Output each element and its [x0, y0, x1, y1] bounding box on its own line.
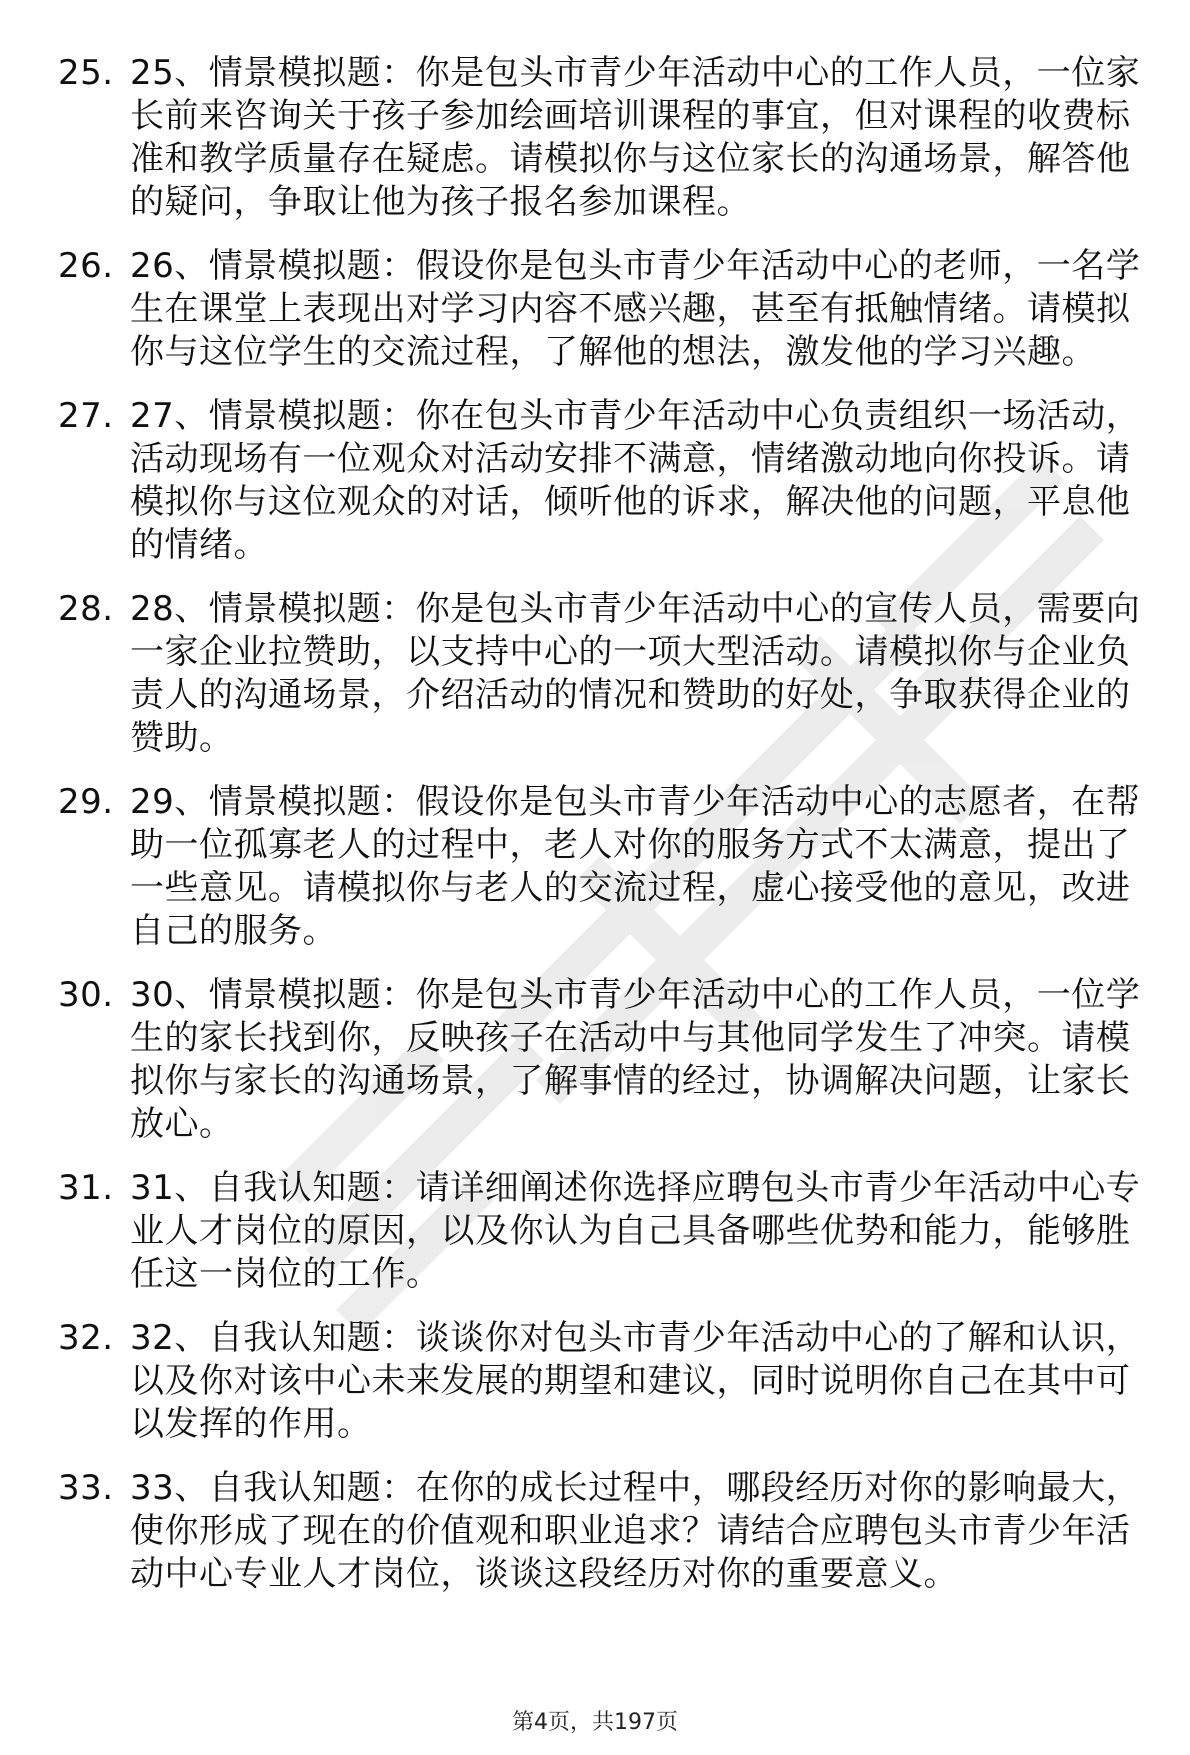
- question-number: 28.: [58, 589, 114, 629]
- question-text: 26、情景模拟题：假设你是包头市青少年活动中心的老师，一名学生在课堂上表现出对学习内容不感兴趣，甚至有抵触情绪。请模拟你与这位学生的交流过程，了解他的想法，激发他的学习兴趣。: [130, 246, 1141, 372]
- question-number: 27.: [58, 396, 114, 436]
- question-text: 31、自我认知题：请详细阐述你选择应聘包头市青少年活动中心专业人才岗位的原因，以及你认为自己具备哪些优势和能力，能够胜任这一岗位的工作。: [130, 1168, 1141, 1294]
- question-text: 29、情景模拟题：假设你是包头市青少年活动中心的志愿者，在帮助一位孤寡老人的过程中，老人对你的服务方式不太满意，提出了一些意见。请模拟你与老人的交流过程，虚心接受他的意见，改进自己的服务。: [130, 782, 1141, 951]
- question-number: 30.: [58, 975, 114, 1015]
- question-list: [58, 52, 1150, 1617]
- question-item: [58, 1317, 1150, 1446]
- question-number: 25.: [58, 53, 114, 93]
- question-item: [58, 245, 1150, 374]
- question-text: 33、自我认知题：在你的成长过程中，哪段经历对你的影响最大，使你形成了现在的价值观和职业追求？请结合应聘包头市青少年活动中心专业人才岗位，谈谈这段经历对你的重要意义。: [130, 1468, 1141, 1594]
- question-number: 29.: [58, 782, 114, 822]
- question-item: [58, 52, 1150, 224]
- question-number: 26.: [58, 246, 114, 286]
- question-text: 28、情景模拟题：你是包头市青少年活动中心的宣传人员，需要向一家企业拉赞助，以支持中心的一项大型活动。请模拟你与企业负责人的沟通场景，介绍活动的情况和赞助的好处，争取获得企业的赞助。: [130, 589, 1141, 758]
- question-text: 30、情景模拟题：你是包头市青少年活动中心的工作人员，一位学生的家长找到你，反映孩子在活动中与其他同学发生了冲突。请模拟你与家长的沟通场景，了解事情的经过，协调解决问题，让家长放心。: [130, 975, 1141, 1144]
- question-number: 32.: [58, 1318, 114, 1358]
- question-item: [58, 1167, 1150, 1296]
- question-number: 31.: [58, 1168, 114, 1208]
- question-item: [58, 395, 1150, 567]
- question-item: [58, 1467, 1150, 1596]
- question-item: [58, 588, 1150, 760]
- question-text: 27、情景模拟题：你在包头市青少年活动中心负责组织一场活动，活动现场有一位观众对活动安排不满意，情绪激动地向你投诉。请模拟你与这位观众的对话，倾听他的诉求，解决他的问题，平息他的情绪。: [130, 396, 1141, 565]
- page-number-label: 第4页，共197页: [512, 1710, 678, 1735]
- question-item: [58, 781, 1150, 953]
- question-text: 32、自我认知题：谈谈你对包头市青少年活动中心的了解和认识，以及你对该中心未来发展的期望和建议，同时说明你自己在其中可以发挥的作用。: [130, 1318, 1141, 1444]
- question-item: [58, 974, 1150, 1146]
- page-footer: [0, 1705, 1190, 1736]
- question-number: 33.: [58, 1468, 114, 1508]
- question-text: 25、情景模拟题：你是包头市青少年活动中心的工作人员，一位家长前来咨询关于孩子参加绘画培训课程的事宜，但对课程的收费标准和教学质量存在疑虑。请模拟你与这位家长的沟通场景，解答他的疑问，争取让他为孩子报名参加课程。: [130, 53, 1141, 222]
